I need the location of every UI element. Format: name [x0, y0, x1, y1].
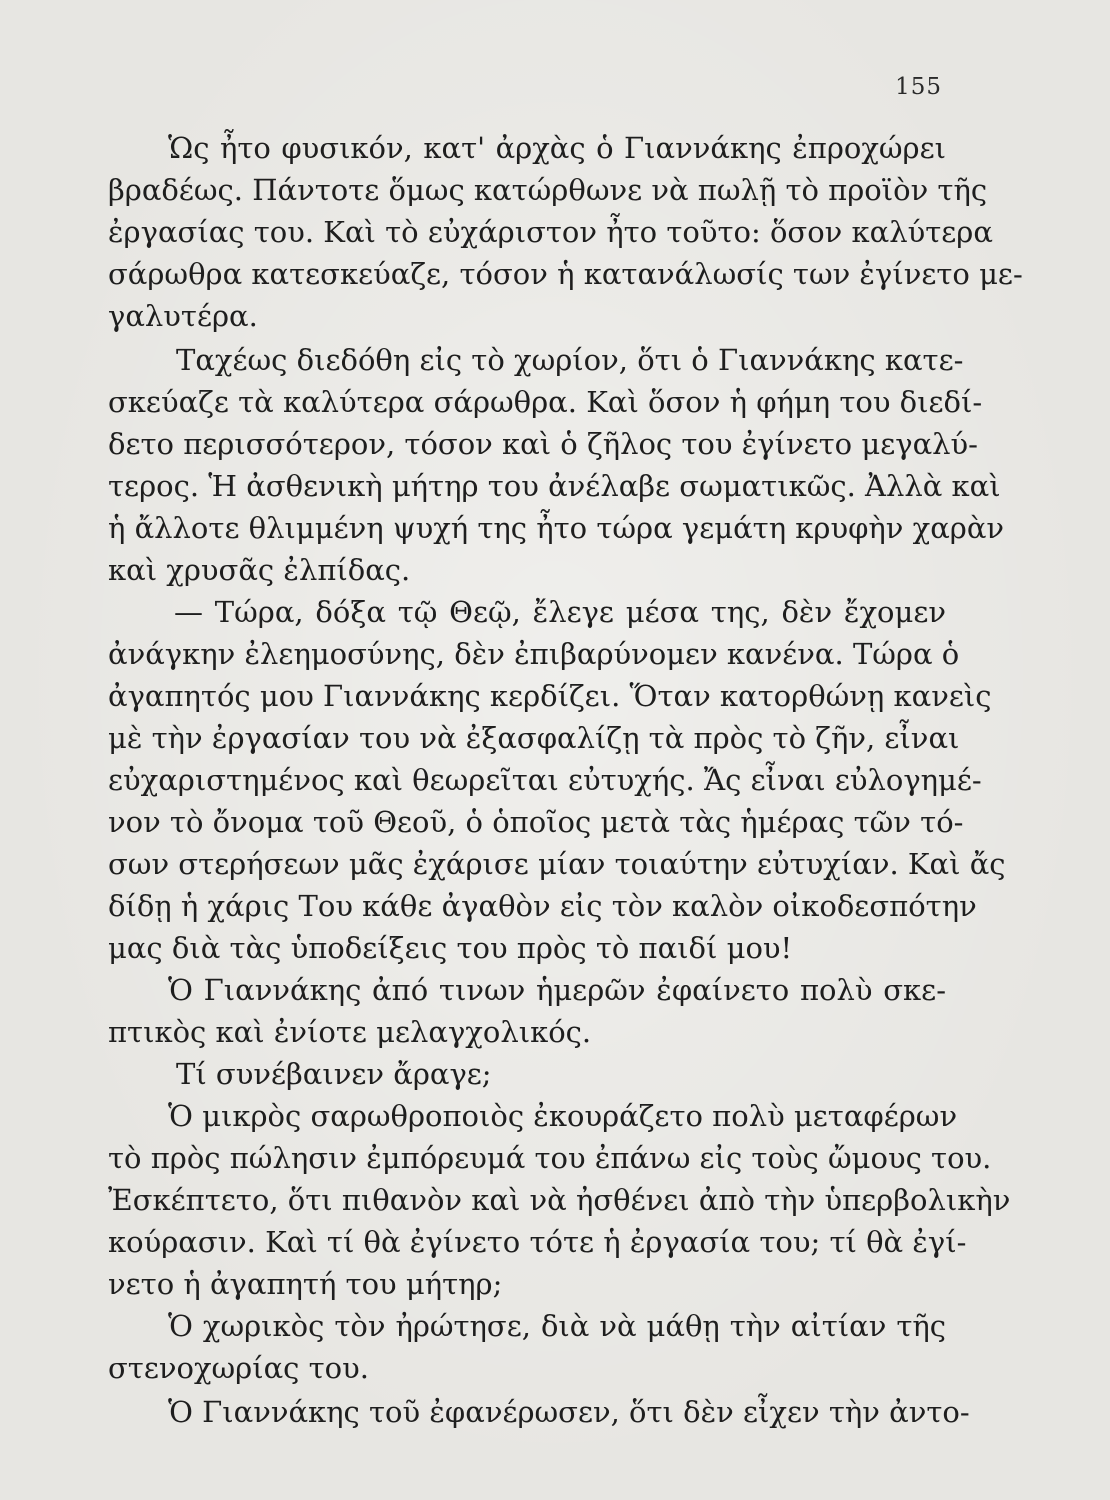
text-line: δίδῃ ἡ χάρις Του κάθε ἀγαθὸν εἰς τὸν καλὸν οἰκοδεσπότην — [108, 889, 977, 923]
text-line: Ταχέως διεδόθη εἰς τὸ χωρίον, ὅτι ὁ Γιαννάκης κατε- — [176, 343, 964, 377]
text-line: ἡ ἄλλοτε θλιμμένη ψυχή της ἦτο τώρα γεμάτη κρυφὴν χαρὰν — [108, 511, 1005, 545]
text-line: ἀνάγκην ἐλεημοσύνης, δὲν ἐπιβαρύνομεν κανένα. Τώρα ὁ — [108, 637, 960, 671]
text-line: Τί συνέβαινεν ἄραγε; — [176, 1057, 492, 1091]
text-line: νον τὸ ὄνομα τοῦ Θεοῦ, ὁ ὁποῖος μετὰ τὰς ἡμέρας τῶν τό- — [108, 805, 964, 839]
text-line: — Τώρα, δόξα τῷ Θεῷ, ἔλεγε μέσα της, δὲν ἔχομεν — [174, 595, 946, 629]
text-line: σων στερήσεων μᾶς ἐχάρισε μίαν τοιαύτην εὐτυχίαν. Καὶ ἄς — [108, 847, 1006, 881]
text-line: ἐργασίας του. Καὶ τὸ εὐχάριστον ἦτο τοῦτο: ὅσον καλύτερα — [108, 215, 993, 249]
text-line: σάρωθρα κατεσκεύαζε, τόσον ἡ κατανάλωσίς των ἐγίνετο με- — [108, 257, 1023, 291]
text-line: μας διὰ τὰς ὑποδείξεις του πρὸς τὸ παιδί μου! — [108, 931, 793, 965]
text-line: κούρασιν. Καὶ τί θὰ ἐγίνετο τότε ἡ ἐργασία του; τί θὰ ἐγί- — [108, 1225, 967, 1259]
text-line: νετο ἡ ἀγαπητή του μήτηρ; — [108, 1267, 503, 1301]
text-line: καὶ χρυσᾶς ἐλπίδας. — [108, 553, 411, 587]
text-line: Ὁ Γιαννάκης ἀπό τινων ἡμερῶν ἐφαίνετο πολὺ σκε- — [168, 973, 946, 1007]
text-line: στενοχωρίας του. — [108, 1351, 369, 1385]
text-line: τερος. Ἡ ἀσθενικὴ μήτηρ του ἀνέλαβε σωματικῶς. Ἀλλὰ καὶ — [108, 469, 1001, 503]
text-line: ἀγαπητός μου Γιαννάκης κερδίζει. Ὅταν κατορθώνῃ κανεὶς — [108, 679, 992, 713]
text-line: γαλυτέρα. — [108, 299, 258, 333]
text-line: Ἐσκέπτετο, ὅτι πιθανὸν καὶ νὰ ἠσθένει ἀπὸ τὴν ὑπερβολικὴν — [108, 1183, 1011, 1217]
text-line: δετο περισσότερον, τόσον καὶ ὁ ζῆλος του ἐγίνετο μεγαλύ- — [108, 427, 978, 461]
text-line: εὐχαριστημένος καὶ θεωρεῖται εὐτυχής. Ἄς εἶναι εὐλογημέ- — [108, 763, 982, 797]
text-line: Ὁ Γιαννάκης τοῦ ἐφανέρωσεν, ὅτι δὲν εἶχεν τὴν ἀντο- — [168, 1395, 970, 1429]
page-number: 155 — [895, 74, 942, 100]
text-line: βραδέως. Πάντοτε ὅμως κατώρθωνε νὰ πωλῇ τὸ προϊὸν τῆς — [108, 173, 988, 207]
text-line: σκεύαζε τὰ καλύτερα σάρωθρα. Καὶ ὅσον ἡ φήμη του διεδί- — [108, 385, 983, 419]
text-line: πτικὸς καὶ ἐνίοτε μελαγχολικός. — [108, 1015, 592, 1049]
text-line: Ὁ μικρὸς σαρωθροποιὸς ἐκουράζετο πολὺ μεταφέρων — [168, 1099, 958, 1133]
text-line: Ὁ χωρικὸς τὸν ἠρώτησε, διὰ νὰ μάθῃ τὴν αἰτίαν τῆς — [168, 1309, 946, 1343]
text-line: τὸ πρὸς πώλησιν ἐμπόρευμά του ἐπάνω εἰς τοὺς ὤμους του. — [108, 1141, 992, 1175]
text-line: Ὡς ἦτο φυσικόν, κατ' ἀρχὰς ὁ Γιαννάκης ἐπροχώρει — [168, 131, 946, 165]
text-line: μὲ τὴν ἐργασίαν του νὰ ἐξασφαλίζῃ τὰ πρὸς τὸ ζῆν, εἶναι — [108, 721, 960, 755]
